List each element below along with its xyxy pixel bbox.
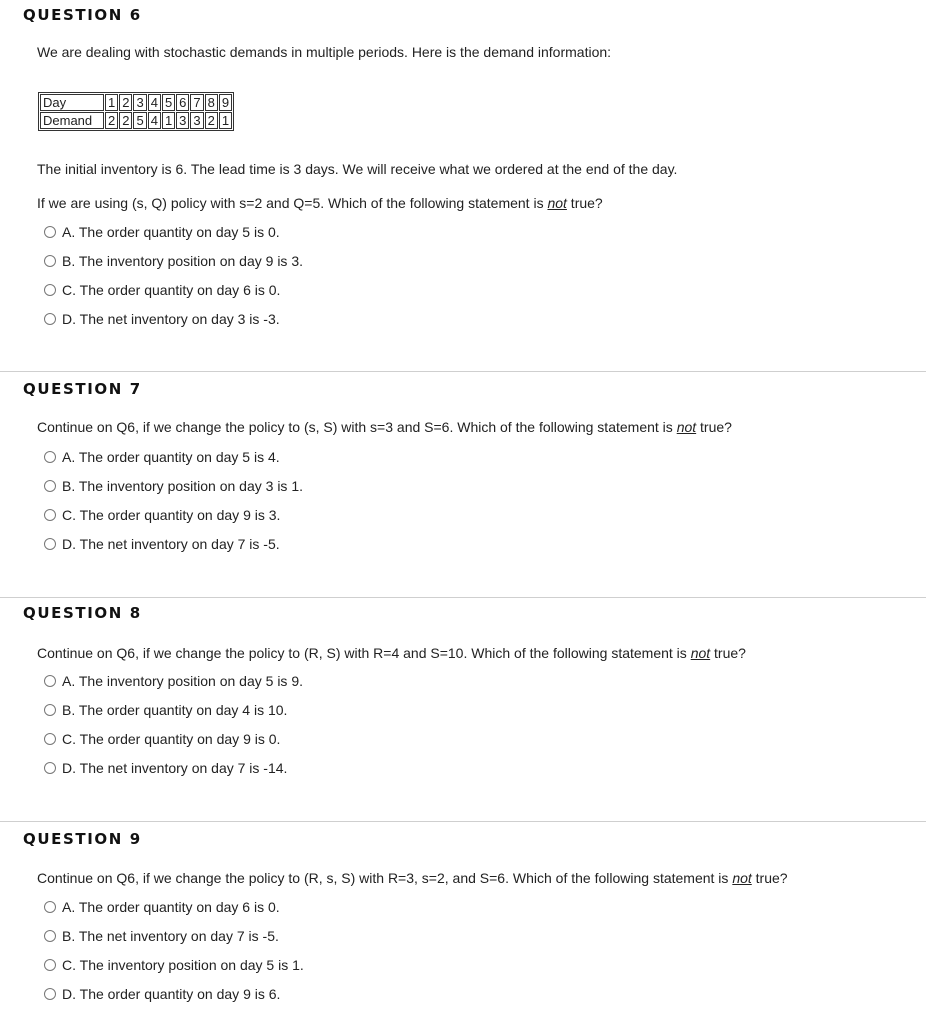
stem-emphasis: not [547,195,567,211]
stem-emphasis: not [732,870,752,886]
radio-button[interactable] [44,313,56,325]
option-label: D. The net inventory on day 7 is -5. [62,536,280,552]
radio-button[interactable] [44,480,56,492]
question-6-intro: We are dealing with stochastic demands in multiple periods. Here is the demand information: [37,44,612,60]
question-8-option-d[interactable] [44,759,287,777]
question-6-option-c[interactable] [44,281,280,299]
question-7-title: QUESTION 7 [23,380,142,398]
radio-button[interactable] [44,733,56,745]
option-label: B. The inventory position on day 9 is 3. [62,253,303,269]
radio-button[interactable] [44,762,56,774]
stem-text-end: true? [751,870,788,886]
stem-text: If we are using (s, Q) policy with s=2 and Q=5. Which of the following statement is [37,195,548,211]
table-cell-demand: 1 [219,112,232,129]
option-label: C. The order quantity on day 9 is 0. [62,731,281,747]
question-7-option-b[interactable] [44,477,303,495]
question-divider [0,821,926,822]
option-label: A. The order quantity on day 5 is 0. [62,224,280,240]
question-8-option-c[interactable] [44,730,280,748]
question-6-option-b[interactable] [44,252,303,270]
stem-text: Continue on Q6, if we change the policy to (s, S) with s=3 and S=6. Which of the following statement is [37,419,677,435]
table-header-day: Day [40,94,104,111]
option-label: C. The order quantity on day 6 is 0. [62,282,281,298]
option-label: D. The net inventory on day 7 is -14. [62,760,288,776]
radio-button[interactable] [44,255,56,267]
table-cell-demand: 3 [190,112,203,129]
question-6-option-d[interactable] [44,310,280,328]
table-cell-demand: 5 [133,112,146,129]
stem-emphasis: not [676,419,697,435]
table-row-day [40,94,232,111]
option-label: A. The inventory position on day 5 is 9. [62,673,303,689]
question-8-option-a[interactable] [44,672,303,690]
question-6-option-a[interactable] [44,223,280,241]
table-cell-day: 5 [162,94,175,111]
stem-text: Continue on Q6, if we change the policy to (R, s, S) with R=3, s=2, and S=6. Which of the following statement is [37,870,733,886]
table-cell-day: 4 [148,94,161,111]
table-cell-demand: 2 [205,112,218,129]
radio-button[interactable] [44,675,56,687]
option-label: C. The inventory position on day 5 is 1. [62,957,304,973]
option-label: A. The order quantity on day 6 is 0. [62,899,280,915]
radio-button[interactable] [44,959,56,971]
question-9-option-a[interactable] [44,898,280,916]
table-row-demand [40,112,232,129]
question-8-stem [37,645,746,661]
radio-button[interactable] [44,901,56,913]
stem-emphasis: not [690,645,711,661]
radio-button[interactable] [44,451,56,463]
table-cell-day: 1 [105,94,118,111]
stem-text-end: true? [696,419,732,435]
option-label: D. The net inventory on day 3 is -3. [62,311,280,327]
option-label: B. The inventory position on day 3 is 1. [62,478,303,494]
question-8-option-b[interactable] [44,701,287,719]
question-6-stem [37,195,603,211]
table-header-demand: Demand [40,112,104,129]
question-divider [0,597,926,598]
question-6-info: The initial inventory is 6. The lead time is 3 days. We will receive what we ordered at the end of the day. [37,161,678,177]
table-cell-demand: 1 [162,112,175,129]
table-cell-day: 2 [119,94,132,111]
stem-text-end: true? [710,645,746,661]
option-label: D. The order quantity on day 9 is 6. [62,986,281,1002]
radio-button[interactable] [44,988,56,1000]
radio-button[interactable] [44,704,56,716]
table-cell-day: 8 [205,94,218,111]
table-cell-day: 9 [219,94,232,111]
question-9-option-c[interactable] [44,956,304,974]
question-6-title: QUESTION 6 [23,6,142,24]
question-8-title: QUESTION 8 [23,604,142,622]
radio-button[interactable] [44,930,56,942]
table-cell-demand: 3 [176,112,189,129]
option-label: B. The order quantity on day 4 is 10. [62,702,288,718]
question-7-stem [37,419,732,435]
radio-button[interactable] [44,284,56,296]
question-divider [0,371,926,372]
table-cell-day: 7 [190,94,203,111]
table-cell-day: 3 [133,94,146,111]
question-7-option-c[interactable] [44,506,280,524]
radio-button[interactable] [44,509,56,521]
table-cell-demand: 2 [105,112,118,129]
question-7-option-a[interactable] [44,448,280,466]
stem-text-end: true? [566,195,603,211]
question-9-option-b[interactable] [44,927,279,945]
option-label: A. The order quantity on day 5 is 4. [62,449,280,465]
question-9-title: QUESTION 9 [23,830,142,848]
question-7-option-d[interactable] [44,535,280,553]
question-9-stem [37,870,788,886]
stem-text: Continue on Q6, if we change the policy to (R, S) with R=4 and S=10. Which of the following statement is [37,645,691,661]
demand-table [38,92,234,131]
table-cell-demand: 2 [119,112,132,129]
option-label: C. The order quantity on day 9 is 3. [62,507,281,523]
table-cell-demand: 4 [148,112,161,129]
radio-button[interactable] [44,538,56,550]
table-cell-day: 6 [176,94,189,111]
question-9-option-d[interactable] [44,985,280,1003]
option-label: B. The net inventory on day 7 is -5. [62,928,279,944]
radio-button[interactable] [44,226,56,238]
